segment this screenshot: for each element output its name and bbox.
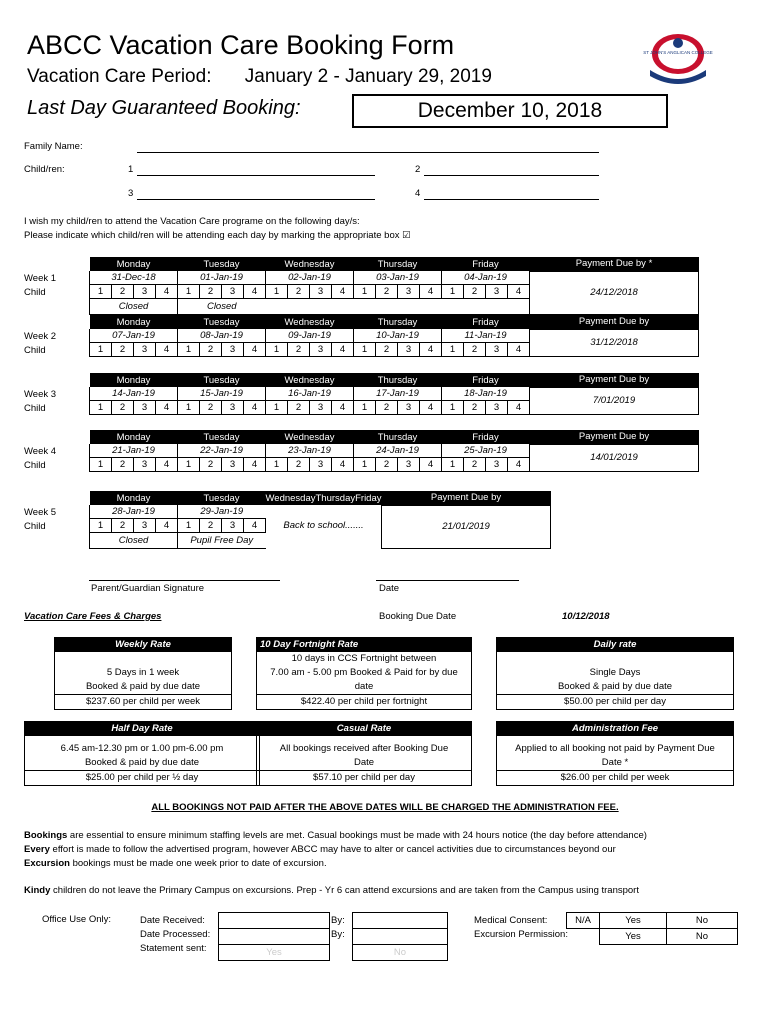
date-processed-field[interactable] (219, 929, 330, 945)
closure-note-tuesday: Pupil Free Day (178, 533, 266, 549)
casual-rate-line1: All bookings received after Booking Due (279, 743, 449, 754)
consent-labels (474, 914, 568, 942)
child-1-friday-checkbox[interactable]: 1 (442, 401, 464, 415)
excursion-bold: Excursion (24, 858, 70, 869)
bookings-bold: Bookings (24, 830, 68, 841)
child-1-friday-checkbox[interactable]: 1 (442, 285, 464, 299)
date-wednesday: 09-Jan-19 (266, 329, 354, 343)
week-label: Week 2 (24, 331, 57, 342)
child-2-thursday-checkbox[interactable]: 2 (376, 401, 398, 415)
child-1-tuesday-checkbox[interactable]: 1 (178, 458, 200, 472)
logo-text: ST JOHN'S ANGLICAN COLLEGE (643, 50, 713, 55)
office-by-labels (331, 914, 345, 942)
signature-date-field[interactable] (376, 580, 519, 581)
date-thursday: 10-Jan-19 (354, 329, 442, 343)
child-2-thursday-checkbox[interactable]: 2 (376, 343, 398, 357)
child-2-tuesday-checkbox[interactable]: 2 (200, 458, 222, 472)
child-3-wednesday-checkbox[interactable]: 3 (310, 458, 332, 472)
day-header-monday: Monday (90, 491, 178, 505)
child-2-friday-checkbox[interactable]: 2 (464, 343, 486, 357)
child-4-thursday-checkbox[interactable]: 4 (420, 401, 442, 415)
child-4-thursday-checkbox[interactable]: 4 (420, 458, 442, 472)
date-wednesday: 02-Jan-19 (266, 271, 354, 285)
child-2-friday-checkbox[interactable]: 2 (464, 285, 486, 299)
fees-section-title: Vacation Care Fees & Charges (24, 611, 162, 622)
casual-rate-title: Casual Rate (257, 722, 471, 736)
admin-fee-line2: Date * (601, 757, 629, 768)
payment-due-header: Payment Due by (530, 430, 699, 444)
child-3-friday-checkbox[interactable]: 3 (486, 458, 508, 472)
child-3-thursday-checkbox[interactable]: 3 (398, 285, 420, 299)
child-slot-3-label: 3 (128, 188, 134, 199)
period-dates: January 2 - January 29, 2019 (244, 66, 492, 87)
child-2-wednesday-checkbox[interactable]: 2 (288, 458, 310, 472)
week-2-table (89, 315, 699, 357)
date-monday: 14-Jan-19 (90, 387, 178, 401)
admin-fee-warning: ALL BOOKINGS NOT PAID AFTER THE ABOVE DATES WILL BE CHARGED THE ADMINISTRATION FEE. (151, 802, 619, 813)
child-2-friday-checkbox[interactable]: 2 (464, 458, 486, 472)
week-label: Week 4 (24, 446, 57, 457)
child-1-wednesday-checkbox[interactable]: 1 (266, 285, 288, 299)
fortnight-rate-price: $422.40 per child per fortnight (257, 694, 471, 709)
child-2-tuesday-checkbox[interactable]: 2 (200, 343, 222, 357)
child-3-friday-checkbox[interactable]: 3 (486, 401, 508, 415)
child-4-thursday-checkbox[interactable]: 4 (420, 343, 442, 357)
week-4-table (89, 430, 699, 472)
child-3-monday-checkbox[interactable]: 3 (134, 519, 156, 533)
week-1-table (89, 257, 699, 315)
date-thursday: 24-Jan-19 (354, 444, 442, 458)
child-row-label: Child (24, 345, 46, 356)
daily-rate-title: Daily rate (497, 638, 733, 652)
child-2-tuesday-checkbox[interactable]: 2 (200, 285, 222, 299)
date-monday: 28-Jan-19 (90, 505, 178, 519)
day-header-friday: Friday (442, 257, 530, 271)
period-label: Vacation Care Period: (27, 66, 212, 87)
child-3-friday-checkbox[interactable]: 3 (486, 343, 508, 357)
payment-due-header: Payment Due by (530, 373, 699, 387)
child-1-tuesday-checkbox[interactable]: 1 (178, 343, 200, 357)
excursion-permission-yes[interactable]: Yes (600, 929, 667, 945)
office-date-table (218, 912, 330, 961)
half-day-rate-box (24, 721, 260, 786)
admin-fee-line1: Applied to all booking not paid by Payment Due (515, 743, 715, 754)
child-4-monday-checkbox[interactable]: 4 (156, 519, 178, 533)
week-3-table (89, 373, 699, 415)
closure-note-monday: Closed (90, 533, 178, 549)
child-1-field[interactable] (137, 175, 375, 176)
booking-notes (24, 829, 754, 871)
child-4-thursday-checkbox[interactable]: 4 (420, 285, 442, 299)
day-header-tuesday: Tuesday (178, 315, 266, 329)
date-tuesday: 22-Jan-19 (178, 444, 266, 458)
child-1-tuesday-checkbox[interactable]: 1 (178, 401, 200, 415)
date-thursday: 03-Jan-19 (354, 271, 442, 285)
weekly-rate-line1: 5 Days in 1 week (106, 667, 180, 678)
day-header-thursday: Thursday (315, 492, 356, 504)
fortnight-rate-title: 10 Day Fortnight Rate (257, 638, 471, 652)
child-4-field[interactable] (424, 199, 599, 200)
child-3-wednesday-checkbox[interactable]: 3 (310, 401, 332, 415)
child-3-field[interactable] (137, 199, 375, 200)
child-3-wednesday-checkbox[interactable]: 3 (310, 343, 332, 357)
admin-fee-price: $26.00 per child per week (497, 770, 733, 785)
child-1-monday-checkbox[interactable]: 1 (90, 519, 112, 533)
fortnight-rate-line3: date (354, 681, 374, 692)
daily-rate-line1: Single Days (589, 667, 641, 678)
day-header-wednesday: Wednesday (266, 373, 354, 387)
payment-due-header: Payment Due by (530, 315, 699, 329)
child-3-monday-checkbox[interactable]: 3 (134, 401, 156, 415)
date-monday: 31-Dec-18 (90, 271, 178, 285)
child-1-tuesday-checkbox[interactable]: 1 (178, 519, 200, 533)
day-header-wednesday: Wednesday (266, 257, 354, 271)
child-row-label: Child (24, 287, 46, 298)
notes-spacer (266, 299, 530, 315)
casual-rate-line2: Date (353, 757, 375, 768)
signature-date-label: Date (379, 583, 400, 594)
weekly-rate-box (54, 637, 232, 710)
child-2-monday-checkbox[interactable]: 2 (112, 285, 134, 299)
child-row-label: Child (24, 403, 46, 414)
day-header-monday: Monday (90, 430, 178, 444)
child-1-thursday-checkbox[interactable]: 1 (354, 285, 376, 299)
child-4-wednesday-checkbox[interactable]: 4 (332, 285, 354, 299)
child-2-friday-checkbox[interactable]: 2 (464, 401, 486, 415)
payment-due-date: 14/01/2019 (530, 444, 699, 472)
closure-note-tuesday: Closed (178, 299, 266, 315)
child-1-wednesday-checkbox[interactable]: 1 (266, 343, 288, 357)
child-2-field[interactable] (424, 175, 599, 176)
day-header-tuesday: Tuesday (178, 491, 266, 505)
day-header-friday: Friday (355, 492, 382, 504)
child-3-tuesday-checkbox[interactable]: 3 (222, 343, 244, 357)
child-4-monday-checkbox[interactable]: 4 (156, 285, 178, 299)
kindy-text: children do not leave the Primary Campus on excursions. Prep - Yr 6 can attend excursions and are taken from the Campus using transport (50, 885, 639, 896)
casual-rate-price: $57.10 per child per day (257, 770, 471, 785)
office-date-labels (140, 914, 210, 956)
fortnight-rate-box (256, 637, 472, 710)
child-4-wednesday-checkbox[interactable]: 4 (332, 401, 354, 415)
day-header-thursday: Thursday (354, 430, 442, 444)
child-slot-4-label: 4 (415, 188, 421, 199)
date-friday: 11-Jan-19 (442, 329, 530, 343)
child-2-thursday-checkbox[interactable]: 2 (376, 285, 398, 299)
week-label: Week 5 (24, 507, 57, 518)
excursion-permission-no[interactable]: No (667, 929, 738, 945)
child-2-wednesday-checkbox[interactable]: 2 (288, 343, 310, 357)
week-3-label (24, 388, 56, 416)
child-3-monday-checkbox[interactable]: 3 (134, 285, 156, 299)
day-header-wednesday: Wednesday (266, 315, 354, 329)
office-by-table (352, 912, 448, 961)
child-4-tuesday-checkbox[interactable]: 4 (244, 285, 266, 299)
child-3-tuesday-checkbox[interactable]: 3 (222, 519, 244, 533)
weekly-rate-title: Weekly Rate (55, 638, 231, 652)
day-header-monday: Monday (90, 257, 178, 271)
day-header-monday: Monday (90, 373, 178, 387)
child-4-tuesday-checkbox[interactable]: 4 (244, 401, 266, 415)
child-1-monday-checkbox[interactable]: 1 (90, 401, 112, 415)
closure-note-monday: Closed (90, 299, 178, 315)
day-header-tuesday: Tuesday (178, 373, 266, 387)
day-header-tuesday: Tuesday (178, 430, 266, 444)
instruction-text-2: Please indicate which child/ren will be attending each day by marking the appropriate box ☑ (24, 230, 411, 241)
date-thursday: 17-Jan-19 (354, 387, 442, 401)
date-wednesday: 23-Jan-19 (266, 444, 354, 458)
child-1-monday-checkbox[interactable]: 1 (90, 285, 112, 299)
week-5-label (24, 506, 56, 534)
half-day-rate-line2: Booked & paid by due date (84, 757, 200, 768)
processed-by-field[interactable] (353, 929, 448, 945)
payment-due-header: Payment Due by (382, 491, 551, 505)
child-2-monday-checkbox[interactable]: 2 (112, 401, 134, 415)
child-3-monday-checkbox[interactable]: 3 (134, 343, 156, 357)
day-header-thursday: Thursday (354, 257, 442, 271)
every-bold: Every (24, 844, 50, 855)
payment-due-header: Payment Due by * (530, 257, 699, 271)
day-header-tuesday: Tuesday (178, 257, 266, 271)
week-1-label (24, 272, 56, 300)
page-title: ABCC Vacation Care Booking Form (27, 30, 455, 60)
medical-consent-no[interactable]: No (667, 913, 738, 929)
daily-rate-line2: Booked & paid by due date (557, 681, 673, 692)
child-2-monday-checkbox[interactable]: 2 (112, 458, 134, 472)
half-day-rate-line1: 6.45 am-12.30 pm or 1.00 pm-6.00 pm (60, 743, 224, 754)
day-header-monday: Monday (90, 315, 178, 329)
family-name-field[interactable] (137, 152, 599, 153)
admin-fee-title: Administration Fee (497, 722, 733, 736)
half-day-rate-price: $25.00 per child per ½ day (25, 770, 259, 785)
child-1-tuesday-checkbox[interactable]: 1 (178, 285, 200, 299)
date-thursday (316, 505, 356, 519)
kindy-bold: Kindy (24, 885, 51, 896)
day-header-friday: Friday (442, 373, 530, 387)
child-2-monday-checkbox[interactable]: 2 (112, 519, 134, 533)
last-day-value: December 10, 2018 (352, 94, 668, 128)
logo-crest-icon (673, 38, 683, 48)
daily-rate-box (496, 637, 734, 710)
statement-sent-yes[interactable]: Yes (219, 945, 330, 961)
daily-rate-price: $50.00 per child per day (497, 694, 733, 709)
half-day-rate-title: Half Day Rate (25, 722, 259, 736)
signature-field[interactable] (89, 580, 280, 581)
payment-due-date: 31/12/2018 (530, 329, 699, 357)
admin-fee-box (496, 721, 734, 786)
date-tuesday: 29-Jan-19 (178, 505, 266, 519)
booking-due-label: Booking Due Date (379, 611, 457, 622)
child-4-friday-checkbox[interactable]: 4 (508, 458, 530, 472)
date-received-label: Date Received: (140, 915, 205, 926)
child-1-wednesday-checkbox[interactable]: 1 (266, 458, 288, 472)
excursion-permission-label: Excursion Permission: (474, 929, 568, 940)
child-4-monday-checkbox[interactable]: 4 (156, 401, 178, 415)
child-4-wednesday-checkbox[interactable]: 4 (332, 343, 354, 357)
child-2-wednesday-checkbox[interactable]: 2 (288, 401, 310, 415)
date-received-field[interactable] (219, 913, 330, 929)
payment-due-date: 7/01/2019 (530, 387, 699, 415)
statement-sent-no[interactable]: No (353, 945, 448, 961)
child-3-monday-checkbox[interactable]: 3 (134, 458, 156, 472)
statement-sent-label: Statement sent: (140, 943, 207, 954)
day-header-wednesday: Wednesday (266, 430, 354, 444)
weekly-rate-price: $237.60 per child per week (55, 694, 231, 709)
weekly-rate-line2: Booked & paid by due date (85, 681, 201, 692)
signature-label: Parent/Guardian Signature (91, 583, 205, 594)
date-tuesday: 08-Jan-19 (178, 329, 266, 343)
day-header-thursday: Thursday (354, 315, 442, 329)
instruction-text-1: I wish my child/ren to attend the Vacation Care programe on the following day/s: (24, 216, 360, 227)
date-monday: 21-Jan-19 (90, 444, 178, 458)
family-name-label: Family Name: (24, 141, 83, 152)
date-friday: 25-Jan-19 (442, 444, 530, 458)
medical-consent-yes[interactable]: Yes (600, 913, 667, 929)
child-slot-2-label: 2 (415, 164, 421, 175)
payment-due-date: 24/12/2018 (530, 271, 699, 315)
child-4-wednesday-checkbox[interactable]: 4 (332, 458, 354, 472)
college-logo (640, 30, 716, 86)
child-2-thursday-checkbox[interactable]: 2 (376, 458, 398, 472)
child-3-thursday-checkbox[interactable]: 3 (398, 401, 420, 415)
last-day-label: Last Day Guaranteed Booking: (27, 97, 301, 119)
child-2-monday-checkbox[interactable]: 2 (112, 343, 134, 357)
child-3-wednesday-checkbox[interactable]: 3 (310, 285, 332, 299)
office-use-label: Office Use Only: (42, 914, 111, 925)
booking-due-value: 10/12/2018 (562, 611, 610, 622)
child-1-thursday-checkbox[interactable]: 1 (354, 343, 376, 357)
child-1-monday-checkbox[interactable]: 1 (90, 343, 112, 357)
day-header-wednesday: Wednesday (265, 492, 316, 504)
received-by-field[interactable] (353, 913, 448, 929)
child-4-tuesday-checkbox[interactable]: 4 (244, 458, 266, 472)
week-2-label (24, 330, 56, 358)
week-5-table (89, 491, 551, 549)
day-header-friday: Friday (442, 430, 530, 444)
date-friday: 04-Jan-19 (442, 271, 530, 285)
child-slot-1-label: 1 (128, 164, 134, 175)
date-wednesday: 16-Jan-19 (266, 387, 354, 401)
child-4-tuesday-checkbox[interactable]: 4 (244, 343, 266, 357)
kindy-note (24, 885, 639, 896)
date-tuesday: 01-Jan-19 (178, 271, 266, 285)
child-4-friday-checkbox[interactable]: 4 (508, 285, 530, 299)
child-3-tuesday-checkbox[interactable]: 3 (222, 458, 244, 472)
child-3-friday-checkbox[interactable]: 3 (486, 285, 508, 299)
every-text: effort is made to follow the advertised program, however ABCC may have to alter or cancel activities due to circumstances beyond our (49, 844, 616, 855)
fortnight-rate-line2: 7.00 am - 5.00 pm Booked & Paid for by due (270, 667, 458, 678)
child-4-monday-checkbox[interactable]: 4 (156, 458, 178, 472)
day-header-thursday: Thursday (354, 373, 442, 387)
child-2-tuesday-checkbox[interactable]: 2 (200, 519, 222, 533)
child-1-thursday-checkbox[interactable]: 1 (354, 458, 376, 472)
child-1-monday-checkbox[interactable]: 1 (90, 458, 112, 472)
received-by-label: By: (331, 915, 345, 926)
child-4-monday-checkbox[interactable]: 4 (156, 343, 178, 357)
child-1-friday-checkbox[interactable]: 1 (442, 458, 464, 472)
payment-due-date: 21/01/2019 (382, 505, 551, 549)
date-monday: 07-Jan-19 (90, 329, 178, 343)
medical-consent-na[interactable]: N/A (567, 913, 600, 929)
date-tuesday: 15-Jan-19 (178, 387, 266, 401)
bookings-text: are essential to ensure minimum staffing levels are met. Casual bookings must be made with 24 hours notice (the day before attendance) (67, 830, 647, 841)
week-4-label (24, 445, 56, 473)
medical-consent-label: Medical Consent: (474, 915, 548, 926)
excursion-text: bookings must be made one week prior to date of excursion. (69, 858, 327, 869)
date-processed-label: Date Processed: (140, 929, 211, 940)
child-4-friday-checkbox[interactable]: 4 (508, 343, 530, 357)
child-1-thursday-checkbox[interactable]: 1 (354, 401, 376, 415)
casual-rate-box (256, 721, 472, 786)
child-4-friday-checkbox[interactable]: 4 (508, 401, 530, 415)
child-row-label: Child (24, 521, 46, 532)
vacation-period (27, 66, 492, 88)
child-3-tuesday-checkbox[interactable]: 3 (222, 401, 244, 415)
child-1-wednesday-checkbox[interactable]: 1 (266, 401, 288, 415)
date-wednesday (266, 505, 316, 519)
fortnight-rate-line1: 10 days in CCS Fortnight between (291, 653, 437, 664)
child-1-friday-checkbox[interactable]: 1 (442, 343, 464, 357)
back-to-school-note: Back to school....... (283, 520, 364, 531)
date-friday (355, 505, 381, 519)
children-label: Child/ren: (24, 164, 65, 175)
child-2-wednesday-checkbox[interactable]: 2 (288, 285, 310, 299)
child-row-label: Child (24, 460, 46, 471)
child-3-tuesday-checkbox[interactable]: 3 (222, 285, 244, 299)
child-4-tuesday-checkbox[interactable]: 4 (244, 519, 266, 533)
week-label: Week 1 (24, 273, 57, 284)
child-3-thursday-checkbox[interactable]: 3 (398, 343, 420, 357)
notes-spacer (266, 533, 382, 549)
week-label: Week 3 (24, 389, 57, 400)
child-3-thursday-checkbox[interactable]: 3 (398, 458, 420, 472)
day-header-friday: Friday (442, 315, 530, 329)
child-2-tuesday-checkbox[interactable]: 2 (200, 401, 222, 415)
processed-by-label: By: (331, 929, 345, 940)
consent-table (566, 912, 738, 945)
date-friday: 18-Jan-19 (442, 387, 530, 401)
